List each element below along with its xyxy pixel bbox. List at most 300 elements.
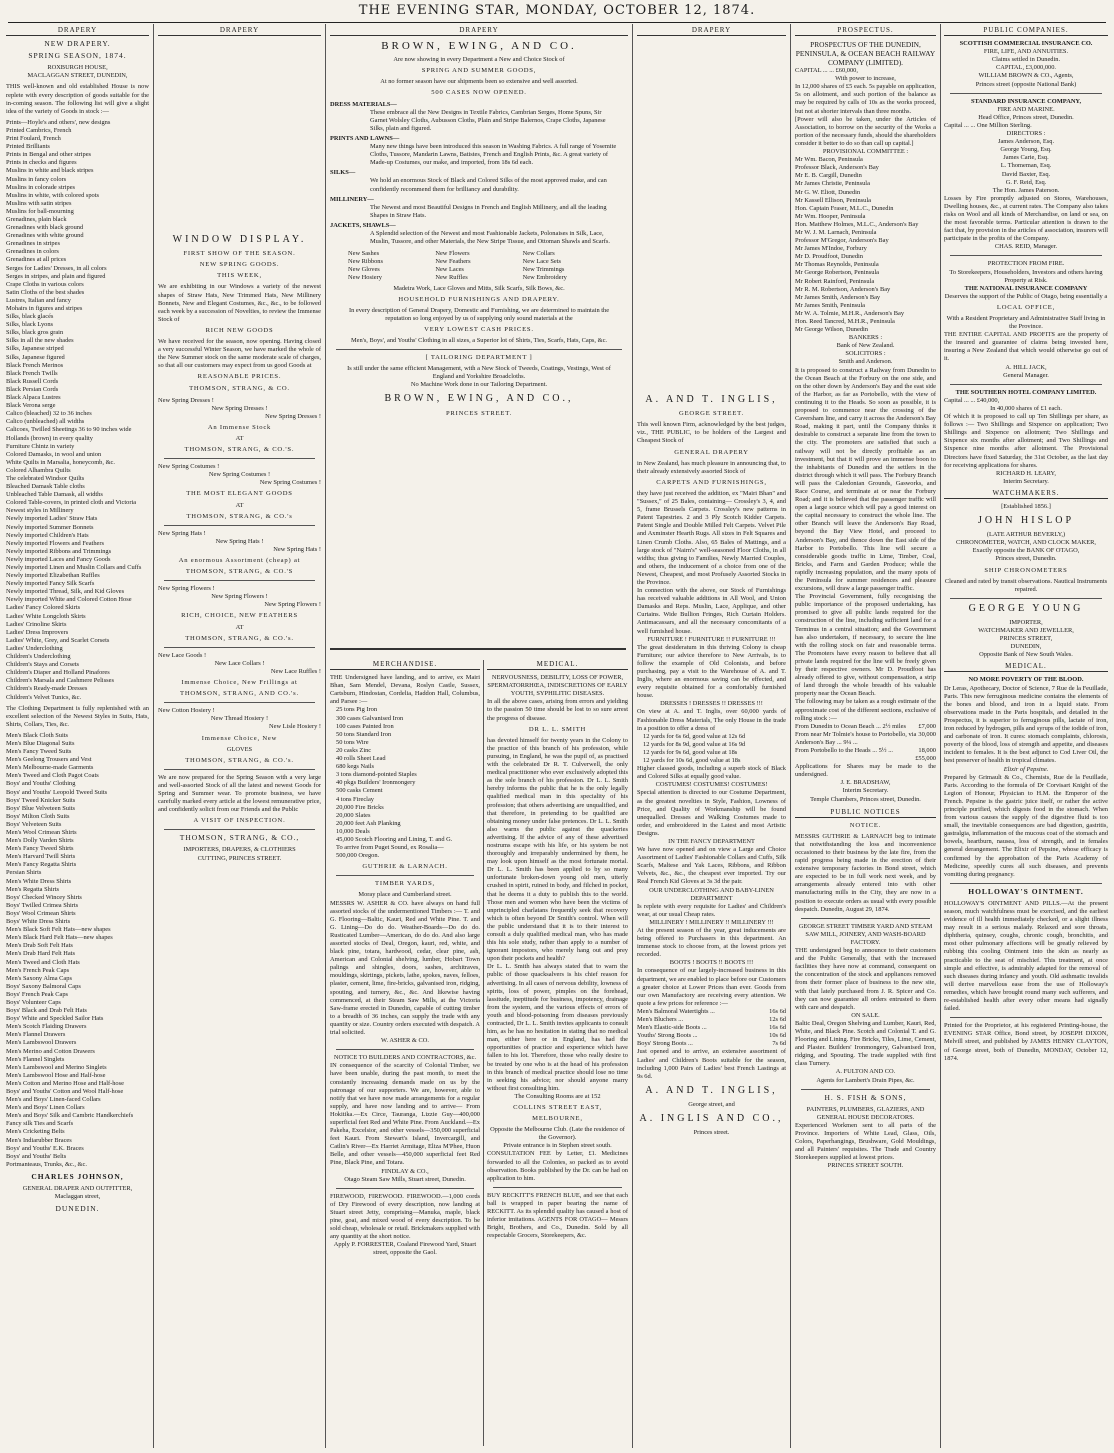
- list-item: Men's Drab Hard Felt Hats: [6, 950, 75, 958]
- list-item: Boys' Wool Crimean Shirts: [6, 909, 76, 917]
- list-item: 40 pkgs Builders' Ironmongery: [336, 779, 416, 787]
- list-item: Mr W. J. M. Larnach, Peninsula: [795, 228, 877, 236]
- ad-line: MELBOURNE,: [532, 1115, 583, 1123]
- list-item: Ladies' White, Grey, and Scarlet Corsets: [6, 636, 110, 644]
- list-item: L. Thomeman, Esq.: [1000, 162, 1052, 170]
- column-divider: [632, 24, 633, 1448]
- novelty-grid: [330, 248, 628, 284]
- list-item: Black Russell Cords: [6, 377, 59, 385]
- list-item: Bleached Damask Table cloths: [6, 483, 85, 491]
- list-item: Boys' White and Speckled Sailor Hats: [6, 1015, 104, 1023]
- list-item: Mr Thomas Reynolds, Peninsula: [795, 261, 879, 269]
- list-item: 300 cases Galvanised Iron: [336, 714, 404, 722]
- divider: [164, 458, 315, 459]
- ad-block: [158, 707, 321, 765]
- list-item: Muslins for ball-mourning: [6, 207, 74, 215]
- list-item: Hon. Captain Fraser, M.L.C., Dunedin: [795, 204, 894, 212]
- ad-firm: THOMSON, STRANG, & CO.'s.: [185, 634, 294, 642]
- list-item: Boys' and Youths' Clothing: [6, 780, 76, 788]
- ad-line: COSTUMES! COSTUMES! COSTUMES!: [655, 781, 768, 789]
- ad-title: NO MORE POVERTY OF THE BLOOD.: [968, 676, 1084, 684]
- list-item: Mr Robert Rainford, Peninsula: [795, 277, 875, 285]
- list-item: Muslins with satin stripes: [6, 199, 72, 207]
- ad-line: GLOVES: [226, 745, 253, 753]
- list-item: 20,000 Fire Bricks: [336, 803, 384, 811]
- price-value: 10s 6d: [769, 1032, 786, 1040]
- ad-line: New Spring Flowers !: [211, 593, 268, 601]
- list-item: Men's Fancy Regatta Shirts: [6, 861, 77, 869]
- ad-paragraph: We have received for the season, now opening. Having closed a very successful Winter Season, we have marked the whole of the New Summer stock on the same moderate scale of charges, so that all our customers may expect from us good Goods at: [158, 338, 321, 370]
- ad-title: PROSPECTUS OF THE DUNEDIN, PENINSULA, & OCEAN BEACH RAILWAY COMPANY (LIMITED).: [795, 40, 936, 68]
- list-item: Ladies' Fancy Colored Skirts: [6, 604, 81, 612]
- list-item: Men's Melbourne-made Garments: [6, 764, 94, 772]
- list-item: Lustres, Italian and fancy: [6, 296, 71, 304]
- list-item: Silks, Japanese striped: [6, 345, 64, 353]
- ad-line: Exactly opposite the BANK OF OTAGO,: [972, 547, 1080, 555]
- ad-paragraph: In consequence of our largely-increased business in this department, we are enabled to place before our Customers a greater choice at Lower Prices than ever. Goods from our own Manufactory are receiving every attention. We quote a few prices for reference :—: [637, 967, 786, 1007]
- novelty-item: New Ribbons: [348, 258, 383, 266]
- list-item: Newest styles in Millinery: [6, 507, 74, 515]
- ad-signature: CHARLES JOHNSON,: [31, 1171, 124, 1181]
- ad-title: GEORGE YOUNG: [968, 602, 1084, 614]
- novelty-item: New Feathers: [435, 258, 471, 266]
- list-item: Mr James Christie, Peninsula: [795, 180, 870, 188]
- list-item: Boys' Blue Velveteen Suits: [6, 804, 76, 812]
- price-value: 7s 6d: [772, 1040, 786, 1048]
- estimate-item: From near Mr Tolmie's house to Portobello, via Anderson's Bay ... 9¼ ...: [795, 730, 917, 746]
- estimate-value: £55,000: [915, 755, 936, 763]
- list-item: Mr James M'Indoe, Forbury: [795, 245, 867, 253]
- section-header: MEDICAL.: [944, 662, 1108, 672]
- ad-line: Madeira Work, Lace Gloves and Mitts, Silk Scarfs, Silk Bows, &c.: [393, 284, 565, 292]
- ad-title: THE SOUTHERN HOTEL COMPANY LIMITED.: [955, 388, 1097, 396]
- list-item: Men's Flannel Singlets: [6, 1055, 65, 1063]
- ad-line: New Thread Hosiery !: [210, 715, 269, 723]
- list-item: Silks, black gros grain: [6, 329, 64, 337]
- ad-line: (LATE ARTHUR BEVERLY,): [986, 531, 1066, 539]
- ad-signature: BROWN, EWING, AND CO.,: [384, 393, 574, 405]
- ad-paragraph: We are exhibiting in our Windows a variety of the newest shapes of Straw Hats, New Trimmed Hats, New Millinery Bonnets, New and Elegant Costumes, &c., &c., to be followed each week by a succession of Novelties, to review the Immense Stock of: [158, 283, 321, 323]
- ad-paragraph: Applications for Shares may be made to the undersigned.: [795, 763, 936, 779]
- ad-paragraph: Higher classed goods, including a superb stock of Black and Colored Silks at equally good value.: [637, 765, 786, 781]
- column-divider: [940, 24, 941, 1448]
- price-item: Men's Elastic-side Boots ...: [637, 1024, 707, 1032]
- list-item: Boys' Volunteer Caps: [6, 998, 61, 1006]
- ad-town: DUNEDIN.: [55, 1204, 100, 1214]
- list-item: Men's Geelong Trousers and Vest: [6, 756, 92, 764]
- list-item: Newly imported White and Colored Cotton Hose: [6, 596, 132, 604]
- ad-signature: THOMSON, STRANG, & CO.,: [179, 833, 300, 843]
- list-item: Hollands (brown) in every quality: [6, 434, 93, 442]
- ad-line: Elixir of Pepsine.: [1003, 765, 1049, 773]
- column-4: [637, 26, 786, 1446]
- ad-line: DUNEDIN,: [1010, 643, 1042, 651]
- list-item: The celebrated Windsor Quilts: [6, 474, 85, 482]
- ad-line: SPRING AND SUMMER GOODS,: [421, 67, 537, 75]
- list-item: Men's White Dress Shirts: [6, 877, 72, 885]
- ad-line: NEW SPRING GOODS.: [199, 261, 280, 269]
- ad-paragraph: CONSULTATION FEE by Letter, £1. Medicines forwarded to all the Colonies, so packed as to avoid observation. Books published by the Dr. can be had on application to him.: [487, 1150, 628, 1182]
- ad-note: At no former season have our shipments been so extensive and well assorted.: [380, 78, 578, 86]
- ad-paragraph: The great desideratum in this thriving Colony is cheap Furniture; our advice therefore to New Arrivals, is to follow the example of Old Colonists, and before purchasing, pay a visit to the Warehouse of A. and T. Inglis, where an enormous saving can be effected, and every requisite obtained for a comfortably furnished house.: [637, 643, 786, 700]
- list-item: Prints in checks and figures: [6, 159, 77, 167]
- item-list: [6, 732, 149, 1169]
- ad-line: AT: [235, 501, 244, 509]
- list-item: Muslins in white and black stripes: [6, 167, 94, 175]
- list-item: Newly imported Thread, Silk, and Kid Gloves: [6, 588, 125, 596]
- item-list: [330, 706, 480, 860]
- ad-line: THE MOST ELEGANT GOODS: [186, 490, 293, 498]
- ad-paragraph: On view at A. and T. Inglis, over 60,000 yards of Fashionable Dress Materials, The only House in the trade in a position to offer a dress of: [637, 708, 786, 732]
- ad-line: Private entrance is in Stephen street south.: [503, 1142, 612, 1150]
- ad-line: Otago Steam Saw Mills, Stuart street, Dunedin.: [344, 1175, 466, 1183]
- ad-line: Smith and Anderson.: [838, 358, 893, 366]
- ad-title: A. AND T. INGLIS,: [645, 394, 778, 406]
- list-item: Men's Scotch Flaiding Drawers: [6, 1023, 87, 1031]
- list-item: Muslins in colorade stripes: [6, 183, 76, 191]
- list-item: Men's Tweed and Cloth Pagot Coats: [6, 772, 99, 780]
- ad-line: CAPITAL, £3,000,000.: [995, 64, 1057, 72]
- department-text: Many new things have been introduced this season in Washing Fabrics. A full range of Yosemite Cloths, Tussore, Mandarin Lawns, Batistes, French and English Prints, &c. A great variety of Made-up Costumes, our make, and imported, from 18s 6d each.: [370, 143, 617, 167]
- department-text: A Splendid selection of the Newest and most Fashionable Jackets, Polonaises in Silk, Lace, Muslin, Tussore, and other Materials, the New Stripe Tissue, and Ottoman Shawls and Scarfs.: [370, 229, 610, 246]
- list-item: Mr James Smith, Peninsula: [795, 301, 865, 309]
- ad-signature: GUTHRIE & LARNACH.: [362, 863, 448, 871]
- ad-title: WINDOW DISPLAY.: [172, 234, 307, 246]
- list-item: Boys' Saxony Balmoral Caps: [6, 982, 81, 990]
- list-item: 20,000 Slates: [336, 811, 371, 819]
- ad-paragraph: The Clothing Department is fully replenished with an excellent selection of the Newest Styles in Suits, Hats, Shirts, Collars, Ties, &c.: [6, 704, 149, 728]
- ad-line: An Immense Stock: [207, 423, 272, 431]
- list-item: 10,000 Deals: [336, 827, 370, 835]
- ad-line: ON SALE.: [851, 1011, 880, 1019]
- ad-line: With a Resident Proprietary and Administrative Staff living in the Province.: [946, 315, 1106, 331]
- list-item: Men's Wool Crimean Shirts: [6, 829, 77, 836]
- ad-title: NEW DRAPERY.: [44, 39, 111, 49]
- department-heading: PRINTS AND LAWNS—: [330, 134, 400, 142]
- ad-line: THIS WEEK,: [217, 272, 262, 280]
- ad-line: [Established 1856.]: [1001, 502, 1051, 510]
- ad-line: IMPORTER,: [1009, 618, 1043, 626]
- list-item: Men's and Boys' Silk and Cambric Handkerchiefs: [6, 1112, 134, 1120]
- ad-line: New Spring Dresses !: [211, 404, 268, 412]
- list-item: Muslins in white, with colored spots: [6, 191, 100, 199]
- ad-title: HOLLOWAY'S OINTMENT.: [968, 886, 1084, 896]
- list-item: Black Alpaca Lustres: [6, 394, 61, 402]
- estimate-list: [795, 723, 936, 763]
- list-item: Unbleached Table Damask, all widths: [6, 491, 103, 499]
- ad-title: NOTICE.: [849, 821, 882, 829]
- list-item: Children's Stays and Corsets: [6, 661, 80, 669]
- ad-paragraph: has devoted himself for twenty years in the Colony to the practice of this branch of his profession, while pursuing, in England, he was the pupil of, as practised with the celebrated Dr R. T. Culverwell, the only medical practitioner who ever exclusively adopted this as the sole branch of his profession. Dr L. L. Smith hereby informs the public that he is the only legally qualified medical man in this speciality of his profession; that others advertising are unqualified, and that therefore, in pretending to be qualified are obtaining money under false pretences. Dr L. L. Smith also warns the public against the quackeries advertising. If the advice of any of these advertised nostrums escape with his life, or his system be not thoroughly and irreparably undermined by them, he may look upon himself as the most fortunate mortal. Dr L. L. Smith has been applied to by so many unfortunate broken-down young old men, utterly crushed in spirit, ruined in body, and filched in pocket, that he deems it a duty to publish this to the world. Those men and women who have been the victims of unprincipled charlatans frequently seek that recovery which is often beyond Dr Smith's control. When will the public understand that it is to their interest to consult a duly qualified medical man, who has made this his sole study, rather than apply to a number of ignorant impostors, who merely hang out and prey upon their pockets and health?: [487, 736, 628, 963]
- list-item: 50 tons Standard Iron: [336, 730, 392, 738]
- department-heading: JACKETS, SHAWLS—: [330, 221, 396, 229]
- estimate-row: [795, 723, 936, 731]
- ad-paragraph: In every description of General Drapery, Domestic and Furnishing, we are determined to maintain the reputation so long enjoyed by us of supplying only sound materials at the: [348, 306, 610, 322]
- ad-paragraph: they have just received the addition, ex "Mairi Bhan" and "Sussex," of 25 Bales, containing— Crossley's 3, 4, and 5, frame Brussels Carpets. Crossley's new patterns in Patent Tapestries. 2 and 3 Ply Scotch Kidder Carpets. Patent Single and Double Milled Felt Carpets. Velvet Pile and Axminster Hearth Rugs. All sizes in Felt Squares and Linen Crumb Cloths. Also, 65 Bales of Mattings, and a large stock of "Nairn's" well-seasoned Floor Cloths, in all widths; thus giving to Families, Newly Married Couples, and others, the inducement of a choice from one of the Newest, Cheapest, and most Profusely Assorted Stocks in the Province.: [637, 489, 786, 586]
- list-item: Children's Underclothing: [6, 653, 71, 661]
- ad-paragraph: Prepared by Grimault & Co., Chemists, Rue de la Feuillade, Paris. According to the formula of Dr Corvisart Knight of the Legion of Honour, Physician to H.M. the Emperor of the French. Pepsine is the gastric juice itself, or rather the active principle purified, which digests food in the stomach. When from various causes the supply of the digestive fluid is too small, the inevitable consequences are bad digestion, gastritis, gastralgia, inflammation of the mucous coat of the stomach and bowels, heartburn, nausea, loss of strength, and in females general derangement. The Elixir of Pepsine, whose efficacy is confirmed by the approbation of the Paris Academy of Medicine, speedily cures all such diseases, and prevents vomiting during pregnancy.: [944, 773, 1108, 878]
- ad-paragraph: Losses by Fire promptly adjusted on Stores, Warehouses, Dwelling houses, &c., at current rates. The Company also takes risks on Wool and all kinds of Merchandise, on land or sea, on the most favorable terms. Particular attention is drawn to the fact that, by provision in the articles of association, insurers will participate in the profits of the Company.: [944, 194, 1108, 243]
- section-header: MEDICAL.: [487, 660, 628, 670]
- list-item: Men's Fancy Tweed Suits: [6, 748, 72, 756]
- ad-line: New Spring Dresses !: [265, 412, 321, 420]
- section-header: DRAPERY: [158, 26, 321, 36]
- column-3: [330, 26, 628, 656]
- ad-line: No Machine Work done in our Tailoring Department.: [410, 381, 548, 389]
- ad-line: SOLICITORS :: [845, 350, 886, 358]
- price-value: 16s 6d: [769, 1007, 786, 1015]
- list-item: Men's Harvard Twill Shirts: [6, 853, 76, 861]
- list-item: Persian Shirts: [6, 869, 42, 877]
- list-item: Men's Drab Soft Felt Hats: [6, 942, 73, 950]
- ad-line: GENERAL DRAPERY: [674, 448, 749, 456]
- list-item: 12 yards for 9s 6d, good value at 18s: [643, 748, 738, 756]
- price-list: [637, 733, 786, 765]
- ad-paragraph: Men's, Boys', and Youths' Clothing in all sizes, a Superior lot of Shirts, Ties, Scarfs, Hats, Caps, &c.: [350, 337, 608, 344]
- list-item: 20,000 feet Ash Planking: [336, 819, 401, 827]
- list-item: Crape Cloths in various colors: [6, 280, 84, 288]
- ad-signature: RICHARD H. LEARY,: [996, 469, 1056, 477]
- ad-street: Maclaggan street,: [54, 1193, 101, 1201]
- ad-blocks: [158, 397, 321, 770]
- ad-line: CARPETS AND FURNISHINGS,: [656, 478, 767, 486]
- ad-line: DIRECTORS :: [1006, 130, 1046, 138]
- list-item: Men's Lambswool Drawers: [6, 1039, 77, 1047]
- ad-line: Opposite Bank of New South Wales.: [979, 651, 1073, 659]
- ad-line: New Spring Dresses !: [158, 396, 214, 404]
- list-item: Men's and Boys' Linen-faced Collars: [6, 1096, 101, 1104]
- list-item: 40 rolls Sheet Lead: [336, 755, 386, 763]
- list-item: 500 casks Cement: [336, 787, 383, 795]
- list-item: Boys' Checked Wincey Shirts: [6, 893, 82, 901]
- estimate-row: [795, 731, 936, 747]
- ad-title: BROWN, EWING, AND CO.: [381, 40, 577, 53]
- list-item: 12 yards for 10s 6d, good value at 18s: [643, 757, 741, 765]
- ad-firm: THOMSON, STRANG, AND CO.'s.: [180, 690, 299, 698]
- list-item: Boys' Velveteen Suits: [6, 820, 62, 828]
- ad-paragraph: Baltic Deal, Oregon Shelving and Lumber, Kauri, Red, White, and Black Pine. Scotch and Colonial T. and G. Flooring and Lining. Fire Bricks, Tiles, Lime, Cement, and Plaster. Builders' Ironmongery, Galvanised Iron, ridging, and Spouting. The trade supplied with first class Turnery.: [795, 1019, 936, 1068]
- list-item: 20 casks Zinc: [336, 746, 372, 754]
- ad-title: PROTECTION FROM FIRE.: [987, 260, 1065, 268]
- list-item: Printed Cambrics, French: [6, 126, 72, 134]
- ad-line: With power to increase,: [835, 75, 896, 83]
- section-header: PROSPECTUS.: [795, 26, 936, 36]
- ad-line: WILLIAM BROWN & CO., Agents,: [978, 72, 1074, 80]
- list-item: Satin Cloths of the best shades: [6, 288, 85, 296]
- list-item: Mr R. M. Robertson, Anderson's Bay: [795, 285, 891, 293]
- list-item: Boys' and Youths' Belts: [6, 1152, 67, 1160]
- item-list: [6, 119, 149, 702]
- ad-paragraph: The following may be taken as a rough estimate of the approximate cost of the different sections, exclusive of rolling stock :—: [795, 698, 936, 722]
- list-item: Children's Diaper and Holland Pinafores: [6, 669, 110, 677]
- list-item: Ladies' Underclothing: [6, 644, 63, 652]
- list-item: Newly imported Children's Hats: [6, 531, 89, 539]
- list-item: Serges in stripes, and plain and figured: [6, 272, 106, 280]
- list-item: Newly imported Laces and Fancy Goods: [6, 555, 111, 563]
- list-item: 100 cases Painted Iron: [336, 722, 394, 730]
- price-row: [637, 1008, 786, 1016]
- estimate-value: 18,000: [918, 746, 936, 754]
- list-item: Ladies' Dress Improvers: [6, 628, 69, 636]
- section-header: WATCHMAKERS.: [944, 489, 1108, 499]
- ad-trade: IMPORTERS, DRAPERS, & CLOTHIERS: [183, 846, 296, 854]
- divider: [164, 580, 315, 581]
- ad-title: NERVOUSNESS, DEBILITY, LOSS OF POWER, SPERMATORRHŒA, INDISCRETIONS OF EARLY YOUTH, SYPHILITIC DISEASES.: [487, 674, 628, 698]
- list-item: Men's Tweed and Cloth Hats: [6, 958, 80, 966]
- ad-line: HOUSEHOLD FURNISHINGS AND DRAPERY.: [398, 295, 560, 303]
- list-item: Grenadines in colors: [6, 248, 59, 256]
- list-item: Grenadines with black ground: [6, 224, 84, 232]
- ad-line: George street, and: [688, 1100, 735, 1108]
- ad-line: An enormous Assortment (cheap) at: [178, 557, 301, 564]
- list-item: Hon. Matthew Holmes, M.L.C., Anderson's Bay: [795, 220, 919, 228]
- ad-paragraph: Just opened and to arrive, an extensive assortment of Ladies' and Children's Boots suitable for the season, including 1,000 Pairs of Ladies' best French Lastings at 9s 6d.: [637, 1048, 786, 1080]
- ad-line: FIRE AND MARINE.: [997, 105, 1055, 113]
- ad-block: [158, 585, 321, 643]
- list-item: 25 tons Pig Iron: [336, 706, 378, 714]
- ad-line: FIRST SHOW OF THE SEASON.: [183, 250, 296, 258]
- ad-line: Deserves the support of the Public of Otago, being essentially a: [944, 292, 1108, 300]
- list-item: Men's Fancy Tweed Shirts: [6, 845, 74, 853]
- ad-line: Cleaned and rated by transit observations. Nautical Instruments repaired.: [944, 577, 1108, 593]
- list-item: Boys' Black and Drab Felt Hats: [6, 1007, 87, 1015]
- price-row: [637, 1016, 786, 1024]
- novelty-item: New Laces: [435, 266, 464, 274]
- list-item: Men's Dolly Varden Shirts: [6, 837, 74, 845]
- section-header: DRAPERY: [330, 26, 628, 36]
- ad-address: MACLAGGAN STREET, DUNEDIN,: [27, 72, 128, 80]
- list-item: James Carie, Esq.: [1003, 154, 1049, 162]
- novelty-item: New Collars: [522, 250, 555, 258]
- ad-line: New Cotton Hosiery !: [158, 707, 215, 715]
- list-item: Mr D. Proudfoot, Dunedin: [795, 253, 863, 261]
- ad-line: CHRONOMETER, WATCH, AND CLOCK MAKER,: [956, 539, 1096, 547]
- ad-street: PRINCES STREET.: [445, 409, 513, 417]
- list-item: Calicoes, Twilled Sheetings 36 to 90 inches wide: [6, 426, 132, 434]
- novelty-item: New Trimmings: [522, 266, 565, 274]
- ad-line: New Lace Ruffles !: [270, 667, 321, 675]
- list-item: 500,000 Oregon.: [336, 852, 380, 860]
- ad-block: [158, 397, 321, 455]
- ad-line: FIRE, LIFE, AND ANNUITIES.: [983, 48, 1069, 56]
- ad-line: New Spring Hats !: [158, 529, 206, 537]
- estimate-item: From Portobello to the Heads ... 5½ ...: [795, 746, 893, 754]
- list-item: Printed Brilliants: [6, 143, 50, 151]
- list-item: David Baxter, Esq.: [1001, 170, 1051, 178]
- ad-line: Temple Chambers, Princes street, Dunedin.: [810, 795, 921, 803]
- price-list: [637, 1008, 786, 1048]
- ad-block: [158, 530, 321, 576]
- ad-line: Princes street, Dunedin.: [995, 555, 1057, 563]
- ad-line: WATCHMAKER AND JEWELLER,: [978, 627, 1074, 634]
- ad-signature: A. AND T. INGLIS,: [645, 1084, 778, 1096]
- ad-title: SCOTTISH COMMERCIAL INSURANCE CO.: [959, 40, 1093, 48]
- list-item: Men's and Boys' Linen Collars: [6, 1104, 85, 1112]
- ad-paragraph: Of which it is proposed to call up Ten Shillings per share, as follows :— Two Shillings and Sixpence on application; Two Shillings and Sixpence on allotment; Two Shillings and Sixpence six months after allotment; and Two Shillings and Sixpence nine months after allotment. The Provisional Directors have fixed Saturday, the 31st October, as the last day for receiving applications for shares.: [944, 413, 1108, 469]
- list-item: Mr James Smith, Anderson's Bay: [795, 293, 881, 301]
- list-item: Ladies' Crinoline Skirts: [6, 620, 67, 628]
- price-row: [637, 1040, 786, 1048]
- ad-line: Claims settled in Dunedin.: [991, 56, 1061, 64]
- ad-firm: THOMSON, STRANG, & CO.: [189, 384, 290, 392]
- list-item: Children's Ready-made Dresses: [6, 685, 88, 693]
- list-item: Men's Flannel Drawers: [6, 1031, 66, 1039]
- list-item: Mr George Robertson, Peninsula: [795, 269, 880, 277]
- ad-paragraph: The Provincial Government, fully recognising the public importance of the proposed undertaking, has promised to give all public lands required for the construction of the line, including sufficient land for a Terminus in a central situation; and the Government has also undertaken, if necessary, to secure the line with the rolling stock on fair and reasonable terms. The Promoters have every reason to believe that all private lands required for the line will be freely given by their respective owners. Mr D. Proudfoot has already offered to give, without compensation, a strip of land through the whole breadth of his valuable property near the Ocean Beach.: [795, 593, 936, 698]
- ad-line: Interim Secretary.: [1003, 477, 1049, 485]
- section-header: DRAPERY: [6, 26, 149, 36]
- ad-paragraph: Is still under the same efficient Management, with a New Stock of Tweeds, Coatings, Vestings, West of England and Yorkshire Broadcloths.: [347, 365, 611, 381]
- list-item: Boys' French Peak Caps: [6, 990, 69, 998]
- ad-paragraph: THE undersigned beg to announce to their customers and the Public Generally, that with the increased facilities they have now at command, consequent on the concentration of the stock and appliances removed from their former place of business to the new site, with that lately purchased from J. R. Spicer and Co. they can now guarantee all orders entrusted to them with care and despatch.: [795, 947, 936, 1011]
- ad-line: RICH, CHOICE, NEW FEATHERS: [181, 612, 298, 620]
- ad-line: New Spring Costumes !: [259, 479, 321, 487]
- list-item: Prints—Hoyle's and others', new designs: [6, 118, 111, 126]
- list-item: Men's French Peak Caps: [6, 966, 70, 974]
- list-item: Colored Alhambra Quilts: [6, 466, 71, 474]
- list-item: 3 tons diamond-pointed Staples: [336, 771, 417, 779]
- ad-paragraph: We have now opened and on view a Large and Choice Assortment of Ladies' Fashionable Collars and Cuffs, Silk Scarfs, Maltese and Yak Laces, Ribbons, and Ribbon Velvets, &c., &c., the cheapest ever imported. Try our Real French Kid Gloves at 3s 3d the pair.: [637, 846, 786, 886]
- novelty-item: New Flowers: [435, 250, 470, 258]
- list-item: Mr Wm. Hooper, Peninsula: [795, 212, 866, 220]
- list-item: Muslins in fancy colors: [6, 175, 67, 183]
- list-item: Fancy silk Ties and Scarfs: [6, 1120, 74, 1128]
- list-item: Mr Kassell Ellison, Peninsula: [795, 196, 871, 204]
- list-item: 12 yards for 8s 9d, good value at 16s 9d: [643, 740, 746, 748]
- column-divider: [153, 24, 154, 1448]
- ad-line: New Spring Flowers !: [158, 585, 215, 593]
- ad-paragraph: Experienced Workmen sent to all parts of the Province. Importers of White Lead, Glass, Oils, Colors, Paperhangings, Brushware, Gold Mouldings, and all Painters' requisites. The Trade and Country Storekeepers supplied at lowest prices.: [795, 1121, 936, 1162]
- list-item: Professor Black, Anderson's Bay: [795, 164, 879, 172]
- ad-title: DR L. L. SMITH: [528, 725, 587, 733]
- list-item: Newly imported Elizabethan Ruffles: [6, 572, 100, 580]
- ad-line: IN THE FANCY DEPARTMENT: [668, 837, 755, 845]
- ad-line: 500 CASES NOW OPENED.: [431, 89, 527, 97]
- ad-paragraph: HOLLOWAY'S OINTMENT AND PILLS.—At the present season, much watchfulness must be exercised, and the earliest evidence of ill health immediately checked, or a slight illness may result in a serious malady. Relaxed and sore throats, diphtheria, quinsey, coughs, chronic cough, bronchitis, and most other pulmonary affections will be greatly relieved by rubbing this cooling Ointment into the skin as nearly as practicable to the seat of mischief. This treatment, at once simple and effective, is admirably adapted for the removal of such diseases during infancy and youth. Old asthmatic invalids will derive marvellous ease from the use of Holloway's remedies, which have brought round many such sufferers, and re-established health after every other means had signally failed.: [944, 899, 1108, 1013]
- ad-paragraph: THE Undersigned have landing, and to arrive, ex Mairi Bhan, Sam Mendel, Devana, Roslyn Castle, Sussex, Cartsburn, Hindostan, Cordelia, Haddon Hall, Columbus, and Parsee :—: [330, 674, 480, 706]
- ad-line: Capital ... ... £40,000,: [944, 396, 1000, 404]
- ad-line: PROVISIONAL COMMITTEE :: [822, 148, 909, 156]
- ad-title: GEORGE STREET TIMBER YARD AND STEAM SAW MILL, JOINERY, AND WASH-BOARD FACTORY.: [798, 922, 933, 946]
- list-item: Serges for Ladies' Dresses, in all colors: [6, 264, 107, 272]
- list-item: Newly imported Summer Bonnets: [6, 523, 94, 531]
- ad-line: [ TAILORING DEPARTMENT ]: [425, 354, 533, 362]
- ad-line: New Spring Costumes !: [158, 463, 220, 471]
- ad-line: Opposite the Melbourne Club. (Late the residence of the Governor).: [490, 1126, 625, 1142]
- ad-line: FURNITURE ! FURNITURE !! FURNITURE !!!: [647, 635, 776, 643]
- ad-line: To Storekeepers, Householders, Investors and others having Property at Risk.: [949, 268, 1103, 284]
- ad-line: A VISIT OF INSPECTION.: [193, 817, 286, 825]
- list-item: Silks in all the new shades: [6, 337, 74, 345]
- list-item: Men's Cotton and Merino Hose and Half-hose: [6, 1079, 124, 1087]
- list-item: James Anderson, Esq.: [997, 138, 1055, 146]
- novelty-item: New Sashes: [348, 250, 380, 258]
- estimate-value: 30,000: [918, 730, 936, 738]
- ad-line: New Lace Collars !: [214, 659, 265, 667]
- estimate-value: £7,000: [918, 722, 936, 730]
- ad-paragraph: BUY RECKITT'S FRENCH BLUE, and see that each ball is wrapped in paper bearing the name of RECKITT. As its splendid quality has caused a host of inferior imitations. AGENTS FOR OTAGO— Messrs Bright, Brothers, and Co., Dunedin. Sold by all respectable Grocers, Storekeepers, &c.: [487, 1191, 628, 1240]
- ad-line: Immense Choice, New Frillings at: [181, 679, 298, 687]
- list-item: Newly imported Ribbons and Trimmings: [6, 547, 112, 555]
- list-item: Mr E. B. Cargill, Dunedin: [795, 172, 862, 180]
- divider: [164, 769, 315, 770]
- price-item: Men's Bluchers ...: [637, 1016, 684, 1024]
- price-item: Boys' Strong Boots ...: [637, 1040, 693, 1048]
- list-item: Men's Black Soft Felt Hats—new shapes: [6, 926, 111, 934]
- section-header: DRAPERY: [637, 26, 786, 36]
- ad-line: CAPITAL ... ... £60,000,: [795, 67, 858, 75]
- divider: [164, 647, 315, 648]
